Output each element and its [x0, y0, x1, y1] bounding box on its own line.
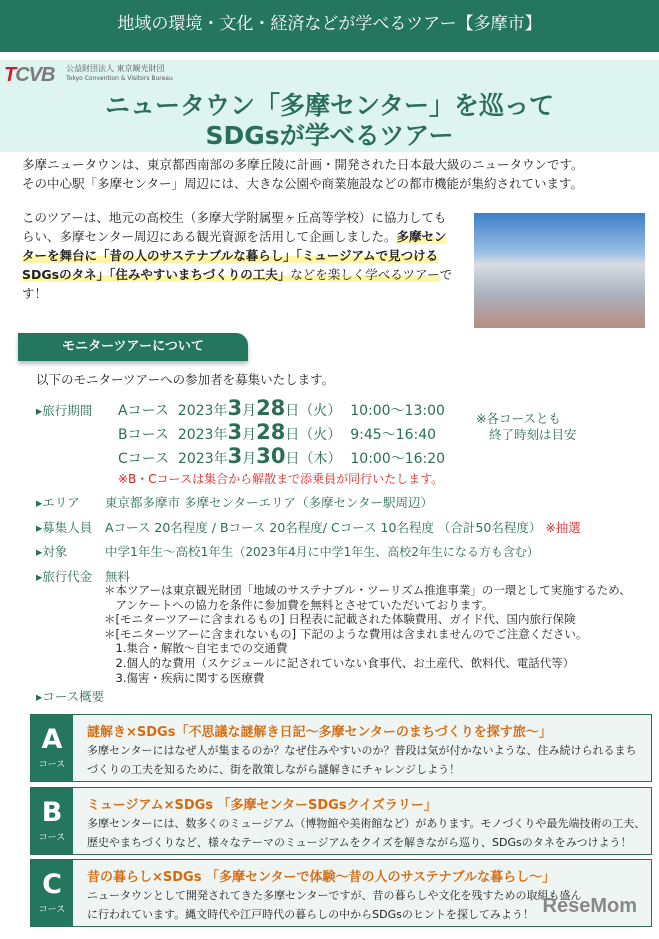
intro-p2: このツアーは、地元の高校生（多摩大学附属聖ヶ丘高等学校）に協力してもらい、多摩センター周辺にある観光資源を活用して企画しました。多摩センターを舞台に「昔の人のサステナブルな暮らし」「ミュージアムで見つけるSDGsのタネ」「住みやすいまちづくりの工夫」などを楽しく学べるツアーです！ — [22, 210, 453, 301]
org-en: Tokyo Convention & Visitors Bureau — [66, 75, 173, 82]
course-desc: 多摩センターには、数多くのミュージアム（博物館や美術館など）があります。モノづくりや最先端技術の工夫、歴史やまちづくりなど、様々なテーマのミュージアムをクイズを解きながら巡り、SDGsのタネをみつけよう！ — [87, 817, 646, 849]
course-card-c — [30, 859, 652, 927]
schedule-row: Cコース 2023年3月30日（木） 10:00～16:20 — [118, 444, 446, 468]
org-ja: 公益財団法人 東京観光財団 — [66, 64, 165, 73]
price-notes: ＊本ツアーは東京観光財団「地域のサステナブル・ツーリズム推進事業」の一環として実施するため、 アンケートへの協力を条件に参加費を無料とさせていただいております。 ＊[モニターツアーに含まれるもの] 日程表に記載された体験費用、ガイド代、国内旅行保険 ＊[モニターツアーに含まれないもの] 下記のような費用は含まれませんのでご注意ください。 1.集合・解散～自宅までの交通費 2.個人的な費用（スケジュールに記されていない食事代、お土産代、飲料代、電話代等） 3.傷害・疾病に関する医療費 — [104, 583, 631, 685]
tcvb-logo: TCVB — [4, 64, 55, 86]
area-label: ▸エリア — [36, 495, 80, 510]
page-title-line2: SDGsが学べるツアー — [205, 121, 454, 150]
course-title: 昔の暮らし×SDGs 「多摩センターで体験～昔の人のサステナブルな暮らし～」 — [87, 870, 556, 885]
section-tab: モニターツアーについて — [18, 333, 248, 361]
area-value: 東京都多摩市 多摩センターエリア（多摩センター駅周辺） — [105, 495, 433, 510]
org-name — [66, 64, 173, 84]
target-value: 中学1年生～高校1年生（2023年4月に中学1年生、高校2年生になる方も含む） — [105, 544, 539, 559]
course-desc: 多摩センターにはなぜ人が集まるのか？なぜ住みやすいのか？普段は気が付かないような、住み続けられるまちづくりの工夫を知るために、街を散策しながら謎解きにチャレンジしよう！ — [87, 744, 637, 776]
section-lead: 以下のモニターツアーへの参加者を募集いたします。 — [36, 372, 335, 387]
course-badge: A コース — [31, 715, 73, 781]
overview-label: ▸コース概要 — [36, 689, 105, 704]
course-card-b — [30, 787, 652, 855]
target-label: ▸対象 — [36, 544, 68, 559]
course-desc: ニュータウンとして開発されてきた多摩センターですが、昔の暮らしや文化を残すための取組も盛んに行われています。縄文時代や江戸時代の暮らしの中からSDGsのヒントを探してみよう！ — [87, 889, 582, 921]
resemom-watermark: ReseMom — [542, 895, 637, 917]
page-title-line1: ニュータウン「多摩センター」を巡って — [104, 91, 554, 120]
course-badge: B コース — [31, 788, 73, 854]
course-card-a — [30, 714, 652, 782]
schedule-row: Bコース 2023年3月28日（火） 9:45～16:40 — [118, 420, 437, 444]
end-time-note: ※各コースとも 終了時刻は目安 — [476, 411, 577, 442]
schedule-note: ※B・Cコースは集合から解散まで添乗員が同行いたします。 — [118, 472, 444, 486]
course-title: 謎解き×SDGs「不思議な謎解き日記～多摩センターのまちづくりを探す旅～」 — [87, 725, 552, 740]
schedule-row: Aコース 2023年3月28日（火） 10:00～13:00 — [118, 396, 445, 420]
capacity-value: Aコース 20名程度 / Bコース 20名程度/ Cコース 10名程度 （合計50名程度） ※抽選 — [105, 520, 581, 535]
intro-p1: 多摩ニュータウンは、東京都西南部の多摩丘陵に計画・開発された日本最大級のニュータウンです。 その中心駅「多摩センター」周辺には、大きな公園や商業施設などの都市機能が集約されています。 — [22, 157, 584, 191]
schedule-label: ▸旅行期間 — [36, 403, 93, 418]
tama-center-photo — [474, 213, 645, 328]
course-badge: C コース — [31, 860, 73, 926]
price-value: 無料 — [105, 569, 131, 584]
capacity-label: ▸募集人員 — [36, 520, 93, 535]
course-title: ミュージアム×SDGs 「多摩センターSDGsクイズラリー」 — [87, 798, 437, 813]
price-label: ▸旅行代金 — [36, 569, 93, 584]
hero — [0, 60, 659, 152]
top-banner: 地域の環境・文化・経済などが学べるツアー【多摩市】 — [0, 0, 659, 52]
